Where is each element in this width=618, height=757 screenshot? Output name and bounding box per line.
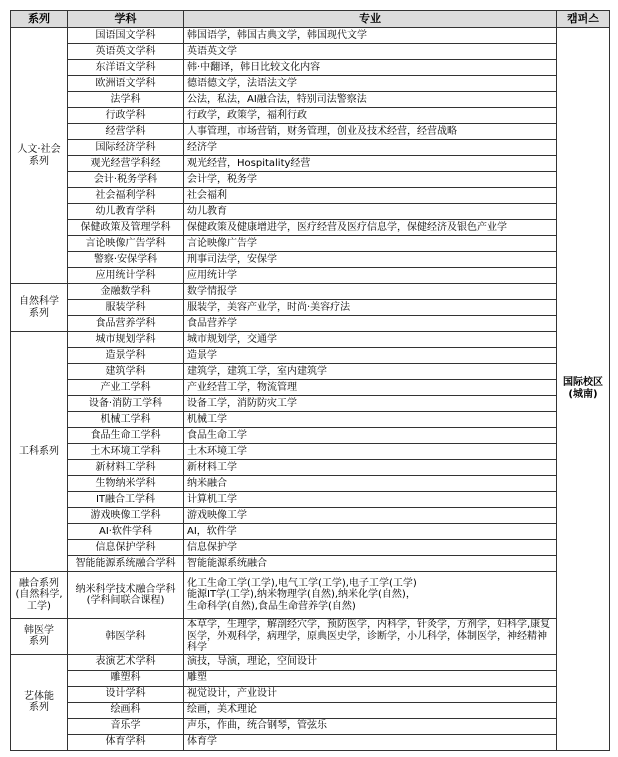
major-cell: 刑事司法学，安保学 [184,252,557,268]
table-row [11,654,610,670]
major-cell: 雕塑 [184,670,557,686]
major-cell: 韩·中翻译，韩日比较文化内容 [184,60,557,76]
table-row [11,702,610,718]
table-row [11,670,610,686]
major-cell: 游戏映像工学 [184,508,557,524]
table-row [11,476,610,492]
major-cell: 信息保护学 [184,540,557,556]
major-cell: 食品营养学 [184,316,557,332]
subject-cell: AI·软件学科 [68,524,184,540]
subject-cell: 信息保护学科 [68,540,184,556]
major-cell: 保健政策及健康增进学，医疗经营及医疗信息学，保健经济及银色产业学 [184,220,557,236]
major-cell: 计算机工学 [184,492,557,508]
subject-cell: 造景学科 [68,348,184,364]
major-cell: 演技，导演，理论，空间设计 [184,654,557,670]
major-cell: 声乐，作曲，统合钢琴，管弦乐 [184,718,557,734]
header-subject: 学科 [68,11,184,28]
major-cell: 造景学 [184,348,557,364]
campus-cell: 国际校区 (城南) [557,28,610,751]
subject-cell: 游戏映像工学科 [68,508,184,524]
table-row [11,140,610,156]
major-cell: 城市规划学，交通学 [184,332,557,348]
table-row [11,686,610,702]
table-row [11,108,610,124]
table-row [11,734,610,750]
subject-cell: 产业工学科 [68,380,184,396]
subject-cell: 欧洲语文学科 [68,76,184,92]
table-row [11,156,610,172]
subject-cell: 幼儿教育学科 [68,204,184,220]
table-row [11,332,610,348]
subject-cell: 设计学科 [68,686,184,702]
table-row [11,508,610,524]
table-row [11,619,610,655]
majors-table [10,10,610,751]
subject-cell: 生物纳米学科 [68,476,184,492]
major-cell: 新材料工学 [184,460,557,476]
major-cell: 英语英文学 [184,44,557,60]
subject-cell: 国语国文学科 [68,28,184,44]
table-row [11,268,610,284]
table-row [11,76,610,92]
subject-cell: 雕塑科 [68,670,184,686]
table-row [11,412,610,428]
category-cell: 自然科学 系列 [11,284,68,332]
header-major: 专业 [184,11,557,28]
major-cell: 应用统计学 [184,268,557,284]
table-row [11,718,610,734]
major-cell: AI，软件学 [184,524,557,540]
table-row [11,44,610,60]
major-cell: 数学情报学 [184,284,557,300]
table-row [11,172,610,188]
header-category: 系列 [11,11,68,28]
major-cell: 食品生命工学 [184,428,557,444]
table-row [11,444,610,460]
category-cell: 韩医学 系列 [11,619,68,655]
subject-cell: 国际经济学科 [68,140,184,156]
subject-cell: 服装学科 [68,300,184,316]
major-cell: 幼儿教育 [184,204,557,220]
major-cell: 视觉设计，产业设计 [184,686,557,702]
subject-cell: 行政学科 [68,108,184,124]
category-cell: 融合系列 (自然科学, 工学) [11,572,68,619]
table-row [11,60,610,76]
major-cell: 观光经营，Hospitality经营 [184,156,557,172]
subject-cell: 绘画科 [68,702,184,718]
major-cell: 经济学 [184,140,557,156]
table-row [11,124,610,140]
subject-cell: IT融合工学科 [68,492,184,508]
category-cell: 人文·社会 系列 [11,28,68,284]
subject-cell: 经营学科 [68,124,184,140]
major-cell: 服装学，美容产业学，时尚·美容疗法 [184,300,557,316]
table-row [11,572,610,619]
table-row [11,284,610,300]
subject-cell: 英语英文学科 [68,44,184,60]
major-cell: 会计学，税务学 [184,172,557,188]
major-cell: 土木环境工学 [184,444,557,460]
subject-cell: 音乐学 [68,718,184,734]
major-cell: 本草学，生理学，解剖经穴学，预防医学，内科学，针灸学，方剂学，妇科学,康复医学，外观科学，病理学，原典医史学，诊断学，小儿科学，体制医学，神经精神科学 [184,619,557,655]
table-row [11,540,610,556]
header-campus: 캠퍼스 [557,11,610,28]
major-cell: 体育学 [184,734,557,750]
major-cell: 德语德文学，法语法文学 [184,76,557,92]
subject-cell: 食品生命工学科 [68,428,184,444]
major-cell: 化工生命工学(工学),电气工学(工学),电子工学(工学) 能源IT学(工学),纳米物理学(自然),纳米化学(自然)， 生命科学(自然),食品生命营养学(自然) [184,572,557,619]
major-cell: 公法，私法，AI融合法，特别司法警察法 [184,92,557,108]
category-cell: 艺体能 系列 [11,654,68,750]
major-cell: 人事管理，市场营销，财务管理，创业及技术经营，经营战略 [184,124,557,140]
subject-cell: 社会福利学科 [68,188,184,204]
major-cell: 机械工学 [184,412,557,428]
subject-cell: 会计·税务学科 [68,172,184,188]
subject-cell: 建筑学科 [68,364,184,380]
subject-cell: 城市规划学科 [68,332,184,348]
subject-cell: 言论映像广告学科 [68,236,184,252]
major-cell: 社会福利 [184,188,557,204]
subject-cell: 金融数学科 [68,284,184,300]
major-cell: 行政学，政策学，福利行政 [184,108,557,124]
subject-cell: 设备·消防工学科 [68,396,184,412]
table-row [11,380,610,396]
table-row [11,364,610,380]
table-row [11,300,610,316]
major-cell: 言论映像广告学 [184,236,557,252]
subject-cell: 机械工学科 [68,412,184,428]
subject-cell: 食品营养学科 [68,316,184,332]
subject-cell: 体育学科 [68,734,184,750]
table-row [11,236,610,252]
subject-cell: 警察·安保学科 [68,252,184,268]
table-row [11,92,610,108]
subject-cell: 韩医学科 [68,619,184,655]
table-row [11,556,610,572]
category-cell: 工科系列 [11,332,68,572]
table-row [11,316,610,332]
subject-cell: 观光经营学科经 [68,156,184,172]
subject-cell: 法学科 [68,92,184,108]
subject-cell: 智能能源系统融合学科 [68,556,184,572]
header-row [11,11,610,28]
subject-cell: 新材料工学科 [68,460,184,476]
subject-cell: 应用统计学科 [68,268,184,284]
major-cell: 绘画，美术理论 [184,702,557,718]
table-row [11,428,610,444]
major-cell: 智能能源系统融合 [184,556,557,572]
subject-cell: 土木环境工学科 [68,444,184,460]
major-cell: 设备工学，消防防灾工学 [184,396,557,412]
table-row [11,396,610,412]
table-row [11,188,610,204]
table-row [11,220,610,236]
subject-cell: 表演艺术学科 [68,654,184,670]
table-row [11,460,610,476]
table-row [11,252,610,268]
table-row [11,492,610,508]
subject-cell: 纳米科学技术融合学科 (学科间联合课程) [68,572,184,619]
major-cell: 建筑学，建筑工学，室内建筑学 [184,364,557,380]
table-row [11,524,610,540]
major-cell: 产业经营工学，物流管理 [184,380,557,396]
major-cell: 纳米融合 [184,476,557,492]
subject-cell: 东洋语文学科 [68,60,184,76]
table-body [11,28,610,751]
table-row [11,348,610,364]
subject-cell: 保健政策及管理学科 [68,220,184,236]
table-row [11,28,610,44]
major-cell: 韩国语学，韩国古典文学，韩国现代文学 [184,28,557,44]
table-row [11,204,610,220]
